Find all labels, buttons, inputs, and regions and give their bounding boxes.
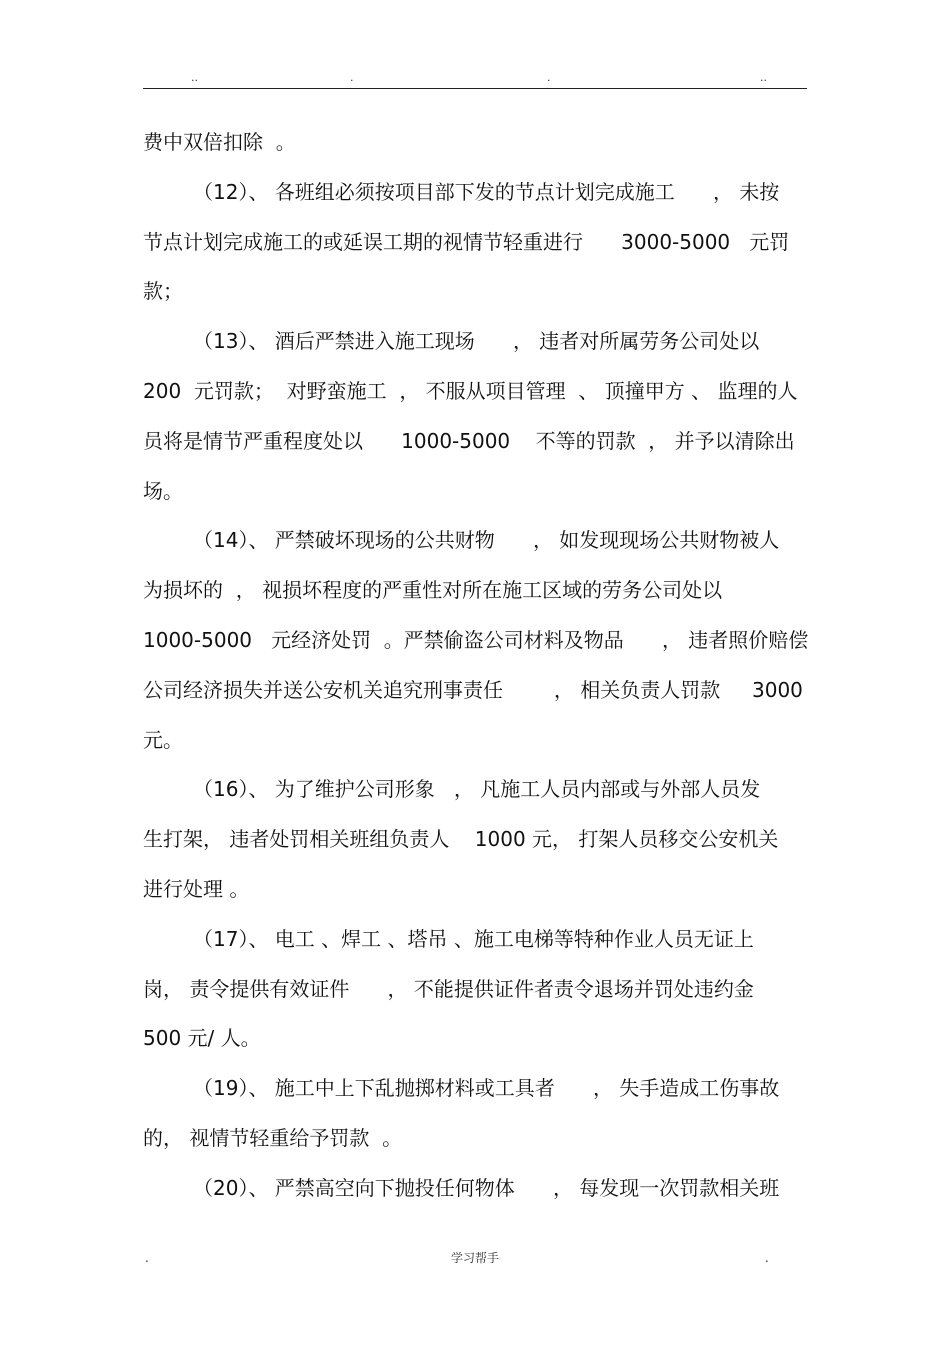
text-line: 进行处理 。	[143, 876, 250, 901]
page-footer	[143, 1249, 807, 1269]
clause-13: （13）、 酒后严禁进入施工现场 ， 违者对所属劳务公司处以	[193, 329, 760, 354]
text-line: 节点计划完成施工的或延误工期的视情节轻重进行 3000-5000 元罚	[143, 229, 790, 254]
clause-20: （20）、 严禁高空向下抛投任何物体 ， 每发现一次罚款相关班	[193, 1175, 780, 1200]
text-line: 生打架， 违者处罚相关班组负责人 1000 元， 打架人员移交公安机关	[143, 827, 779, 852]
clause-17: （17）、 电工 、焊工 、塔吊 、施工电梯等特种作业人员无证上	[193, 926, 754, 951]
header-mark: ..	[760, 71, 767, 84]
clause-12: （12）、 各班组必须按项目部下发的节点计划完成施工 ， 未按	[193, 179, 780, 204]
document-body	[143, 118, 807, 1214]
text-line: 款；	[143, 279, 183, 304]
text-line: 元。	[143, 727, 183, 752]
footer-left-mark: .	[145, 1251, 149, 1265]
clause-16: （16）、 为了维护公司形象 ， 凡施工人员内部或与外部人员发	[193, 777, 761, 802]
text-line: 费中双倍扣除 。	[143, 130, 296, 154]
text-line: 员将是情节严重程度处以 1000-5000 不等的罚款 ， 并予以清除出	[143, 428, 795, 453]
page-header	[143, 72, 807, 88]
text-line: 为损坏的 ， 视损坏程度的严重性对所在施工区域的劳务公司处以	[143, 578, 723, 603]
text-line: 岗， 责令提供有效证件 ， 不能提供证件者责令退场并罚处违约金	[143, 976, 754, 1001]
header-mark: .	[547, 71, 551, 84]
text-line: 的， 视情节轻重给予罚款 。	[143, 1125, 403, 1150]
text-line: 200 元罚款； 对野蛮施工 ， 不服从项目管理 、 顶撞甲方 、 监理的人	[143, 378, 798, 403]
header-mark: .	[350, 71, 354, 84]
header-mark: ..	[191, 71, 198, 84]
text-line: 公司经济损失并送公安机关追究刑事责任 ， 相关负责人罚款 3000	[143, 677, 803, 702]
clause-14: （14）、 严禁破坏现场的公共财物 ， 如发现现场公共财物被人	[193, 528, 780, 553]
text-line: 500 元/ 人。	[143, 1026, 261, 1051]
text-line: 场。	[143, 478, 183, 503]
clause-19: （19）、 施工中上下乱抛掷材料或工具者 ， 失手造成工伤事故	[193, 1076, 780, 1101]
header-rule	[143, 88, 807, 89]
footer-right-mark: .	[765, 1251, 769, 1265]
footer-title: 学习帮手	[450, 1251, 499, 1265]
text-line: 1000-5000 元经济处罚 。严禁偷盗公司材料及物品 ， 违者照价赔偿	[143, 627, 809, 652]
